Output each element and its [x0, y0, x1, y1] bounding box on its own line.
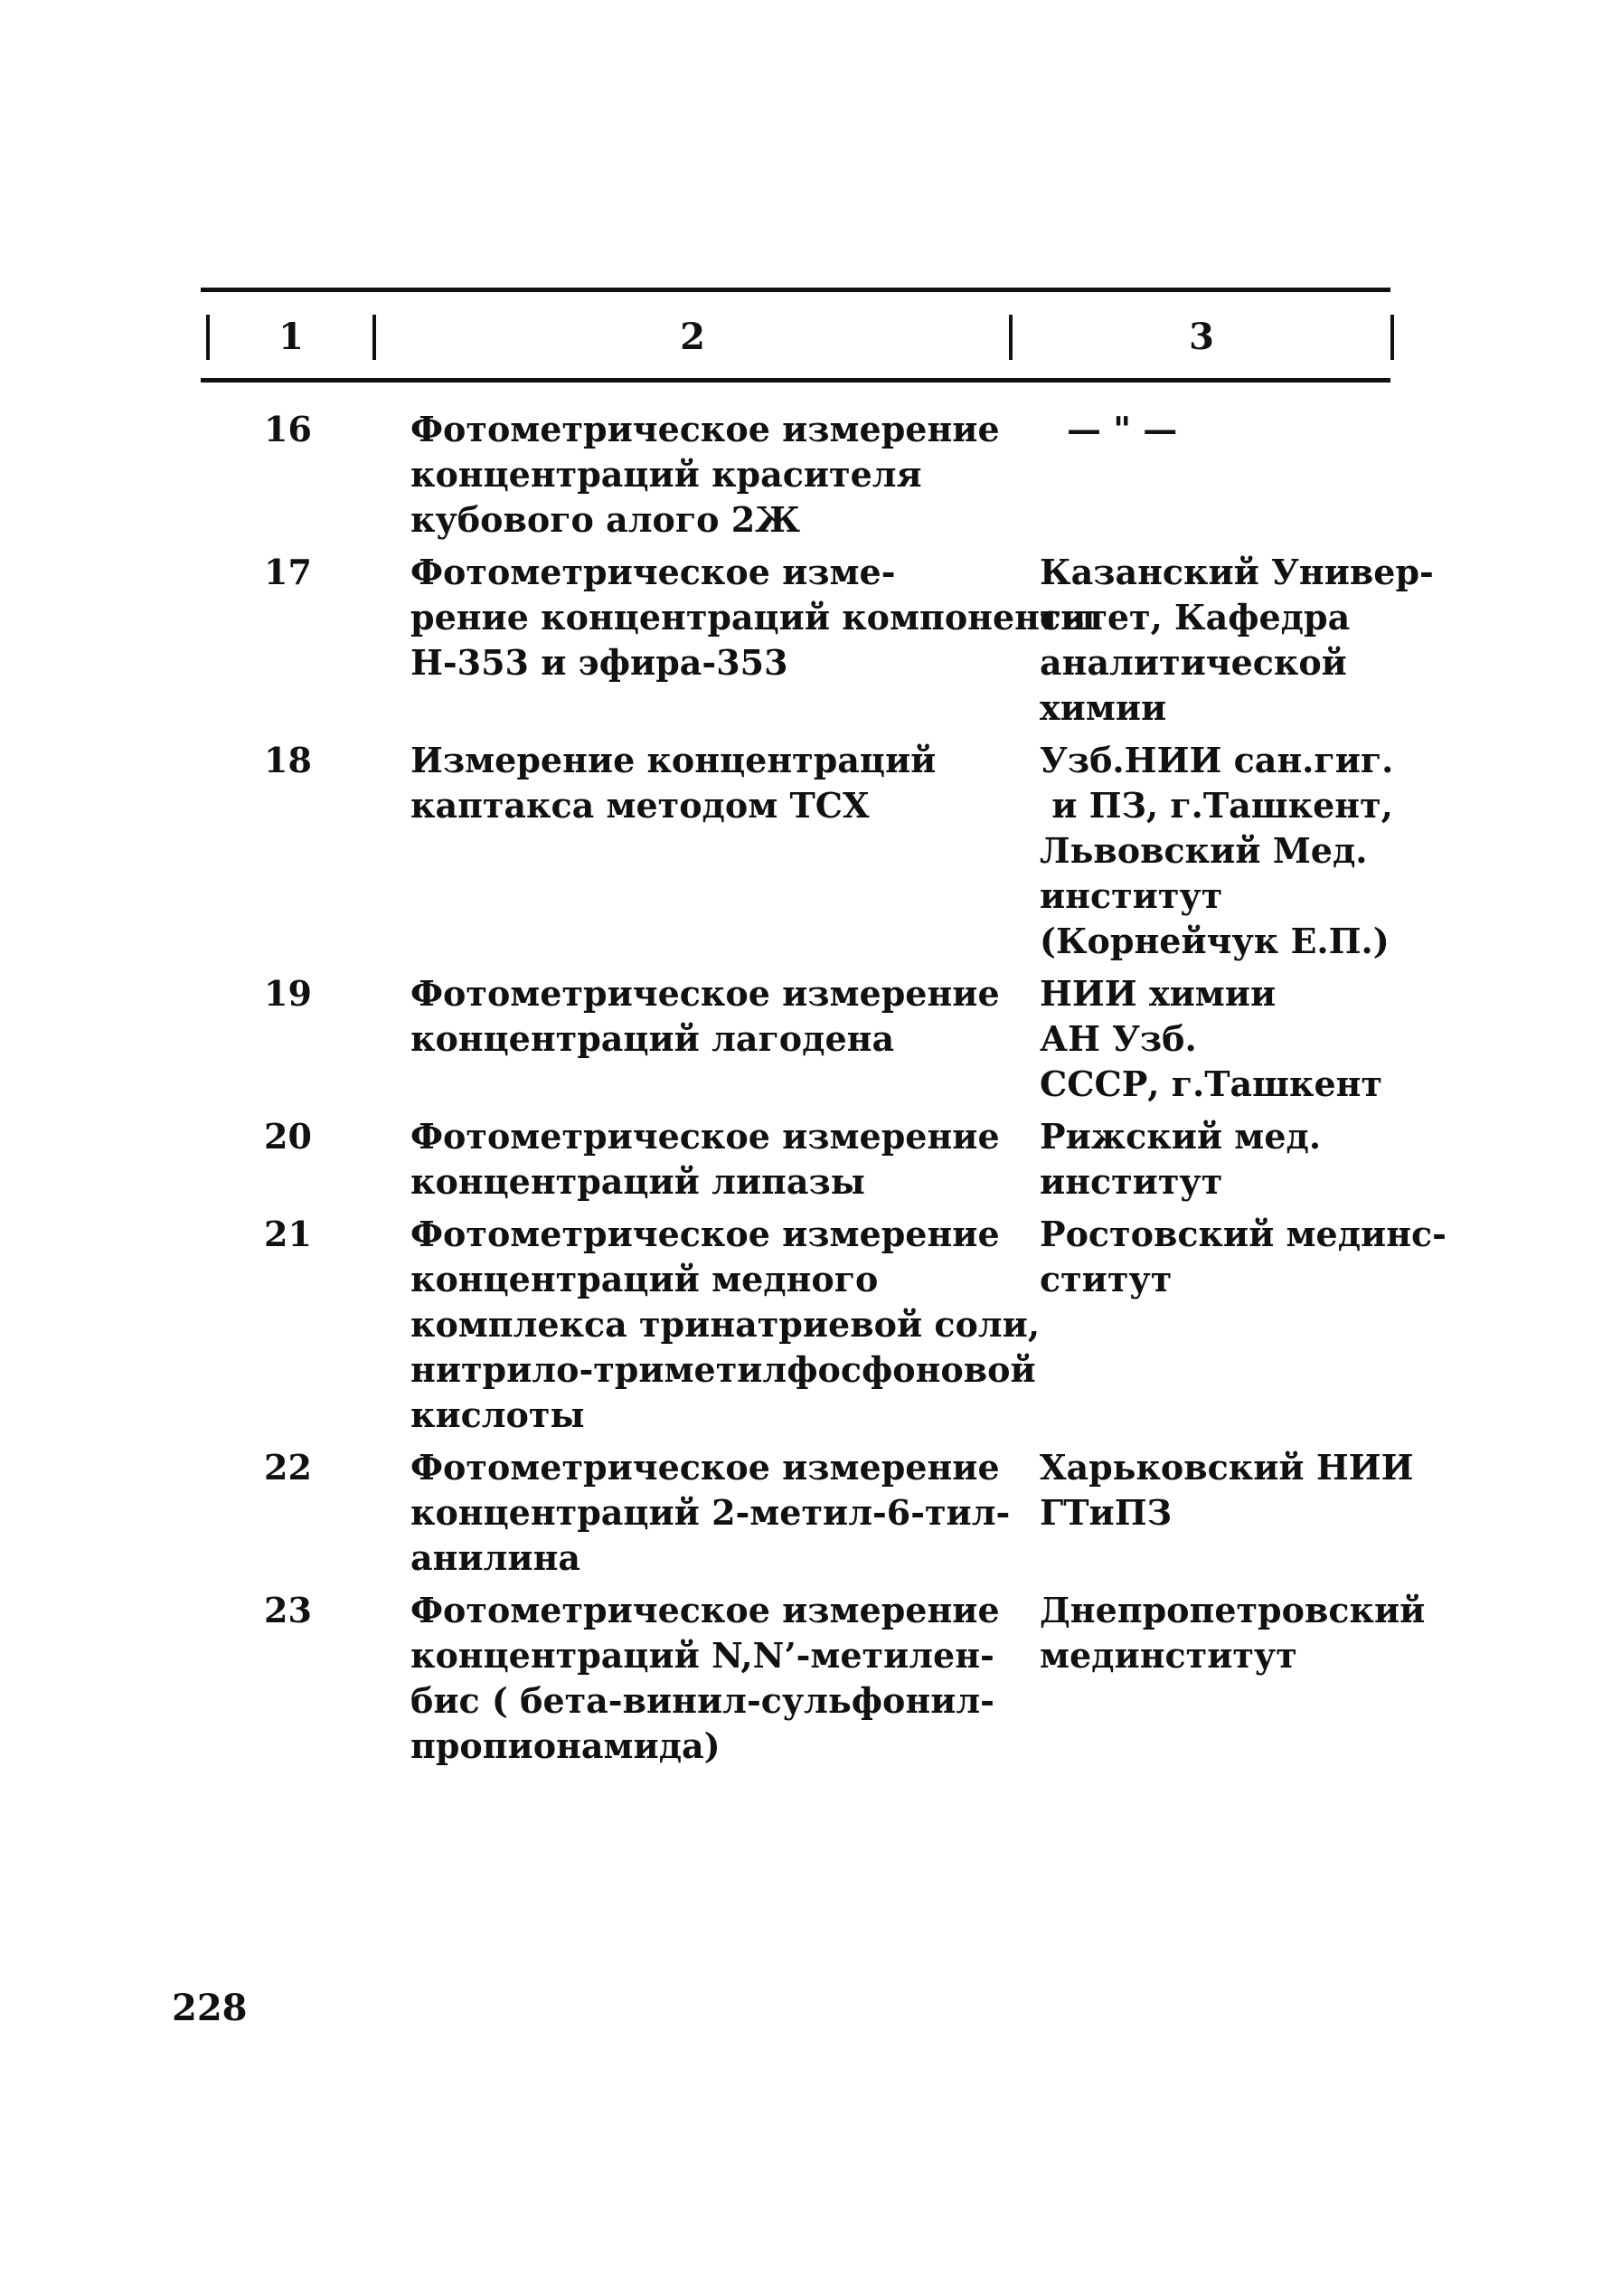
row-number: 22: [264, 1447, 312, 1488]
measurement-method: [354, 1445, 1029, 1581]
organization-line: ситет, Кафедра: [1040, 597, 1351, 638]
developer-organization: [1029, 550, 1434, 731]
row-number: 21: [264, 1214, 312, 1254]
method-line: кислоты: [410, 1394, 585, 1435]
measurement-method: [354, 738, 1029, 828]
header-divider: [1390, 315, 1394, 360]
organization-line: институт: [1040, 875, 1223, 916]
developer-organization: [1029, 1588, 1426, 1678]
measurement-method: [354, 550, 1096, 685]
column-header-1: 1: [278, 316, 304, 358]
developer-organization: [1029, 407, 1401, 452]
method-line: Измерение концентраций: [410, 740, 937, 780]
table-row: [201, 738, 1403, 964]
method-line: концентраций лагодена: [410, 1018, 895, 1059]
organization-line: ГТиПЗ: [1040, 1492, 1172, 1533]
measurement-method: [354, 971, 1029, 1062]
organization-line: АН Узб.: [1040, 1018, 1197, 1059]
organization-line: НИИ химии: [1040, 973, 1277, 1014]
method-line: бис ( бета-винил-сульфонил-: [410, 1680, 994, 1721]
table-row: [201, 1445, 1414, 1581]
method-line: Фотометрическое измерение: [410, 1214, 1000, 1254]
row-number: 19: [264, 973, 312, 1014]
developer-organization: [1029, 1445, 1414, 1535]
table-body: [201, 407, 1447, 1776]
organization-line: Узб.НИИ сан.гиг.: [1040, 740, 1394, 780]
table-row: [201, 1114, 1403, 1205]
method-line: Н-353 и эфира-353: [410, 642, 788, 683]
measurement-method: [354, 1114, 1029, 1205]
row-number: 16: [264, 409, 312, 449]
method-line: пропионамида): [410, 1725, 721, 1766]
organization-line: ститут: [1040, 1259, 1173, 1299]
organization-line: аналитической: [1040, 642, 1347, 683]
method-line: комплекса тринатриевой соли,: [410, 1304, 1041, 1345]
organization-line: Львовский Мед.: [1040, 830, 1368, 871]
developer-organization: [1029, 971, 1401, 1107]
method-line: концентраций липазы: [410, 1161, 865, 1202]
table-row: [201, 407, 1403, 543]
measurement-method: [354, 1212, 1041, 1438]
method-line: Фотометрическое измерение: [410, 1116, 1000, 1157]
developer-organization: [1029, 1212, 1447, 1302]
method-line: концентраций 2-метил-6-тил-: [410, 1492, 1011, 1533]
table-row: [201, 550, 1434, 731]
measurement-method: [354, 407, 1029, 543]
table-row: [201, 1588, 1426, 1769]
row-number: 20: [264, 1116, 312, 1157]
column-header-2: 2: [680, 316, 705, 358]
organization-line: Днепропетровский: [1040, 1590, 1426, 1630]
method-line: Фотометрическое изме-: [410, 552, 896, 592]
organization-line: и ПЗ, г.Ташкент,: [1040, 785, 1393, 826]
method-line: каптакса методом ТСХ: [410, 785, 870, 826]
column-header-3: 3: [1189, 316, 1214, 358]
method-line: Фотометрическое измерение: [410, 409, 1000, 449]
row-number: 18: [264, 740, 312, 780]
organization-line: СССР, г.Ташкент: [1040, 1063, 1382, 1104]
method-line: кубового алого 2Ж: [410, 499, 800, 540]
organization-line: Рижский мед.: [1040, 1116, 1322, 1157]
row-number: 17: [264, 552, 312, 592]
method-line: Фотометрическое измерение: [410, 973, 1000, 1014]
method-line: Фотометрическое измерение: [410, 1590, 1000, 1630]
table-top-rule: [201, 288, 1390, 292]
organization-line: мединститут: [1040, 1635, 1297, 1676]
method-line: нитрило-триметилфосфоновой: [410, 1349, 1036, 1390]
table-row: [201, 1212, 1447, 1438]
measurement-method: [354, 1588, 1029, 1769]
organization-line: институт: [1040, 1161, 1223, 1202]
organization-line: (Корнейчук Е.П.): [1040, 921, 1390, 961]
method-line: концентраций медного: [410, 1259, 879, 1299]
organization-line: — " —: [1067, 409, 1178, 449]
organization-line: Ростовский мединс-: [1040, 1214, 1447, 1254]
developer-organization: [1029, 1114, 1401, 1205]
organization-line: Харьковский НИИ: [1040, 1447, 1414, 1488]
method-line: концентраций N,N’-метилен-: [410, 1635, 994, 1676]
method-line: Фотометрическое измерение: [410, 1447, 1000, 1488]
table-header-rule: [201, 378, 1390, 383]
organization-line: Казанский Универ-: [1040, 552, 1434, 592]
table-row: [201, 971, 1403, 1107]
method-line: анилина: [410, 1537, 581, 1578]
page-number: 228: [172, 1987, 248, 2029]
method-line: концентраций красителя: [410, 454, 922, 495]
method-line: рение концентраций компоненты: [410, 597, 1096, 638]
organization-line: химии: [1040, 687, 1167, 728]
developer-organization: [1029, 738, 1401, 964]
row-number: 23: [264, 1590, 312, 1630]
